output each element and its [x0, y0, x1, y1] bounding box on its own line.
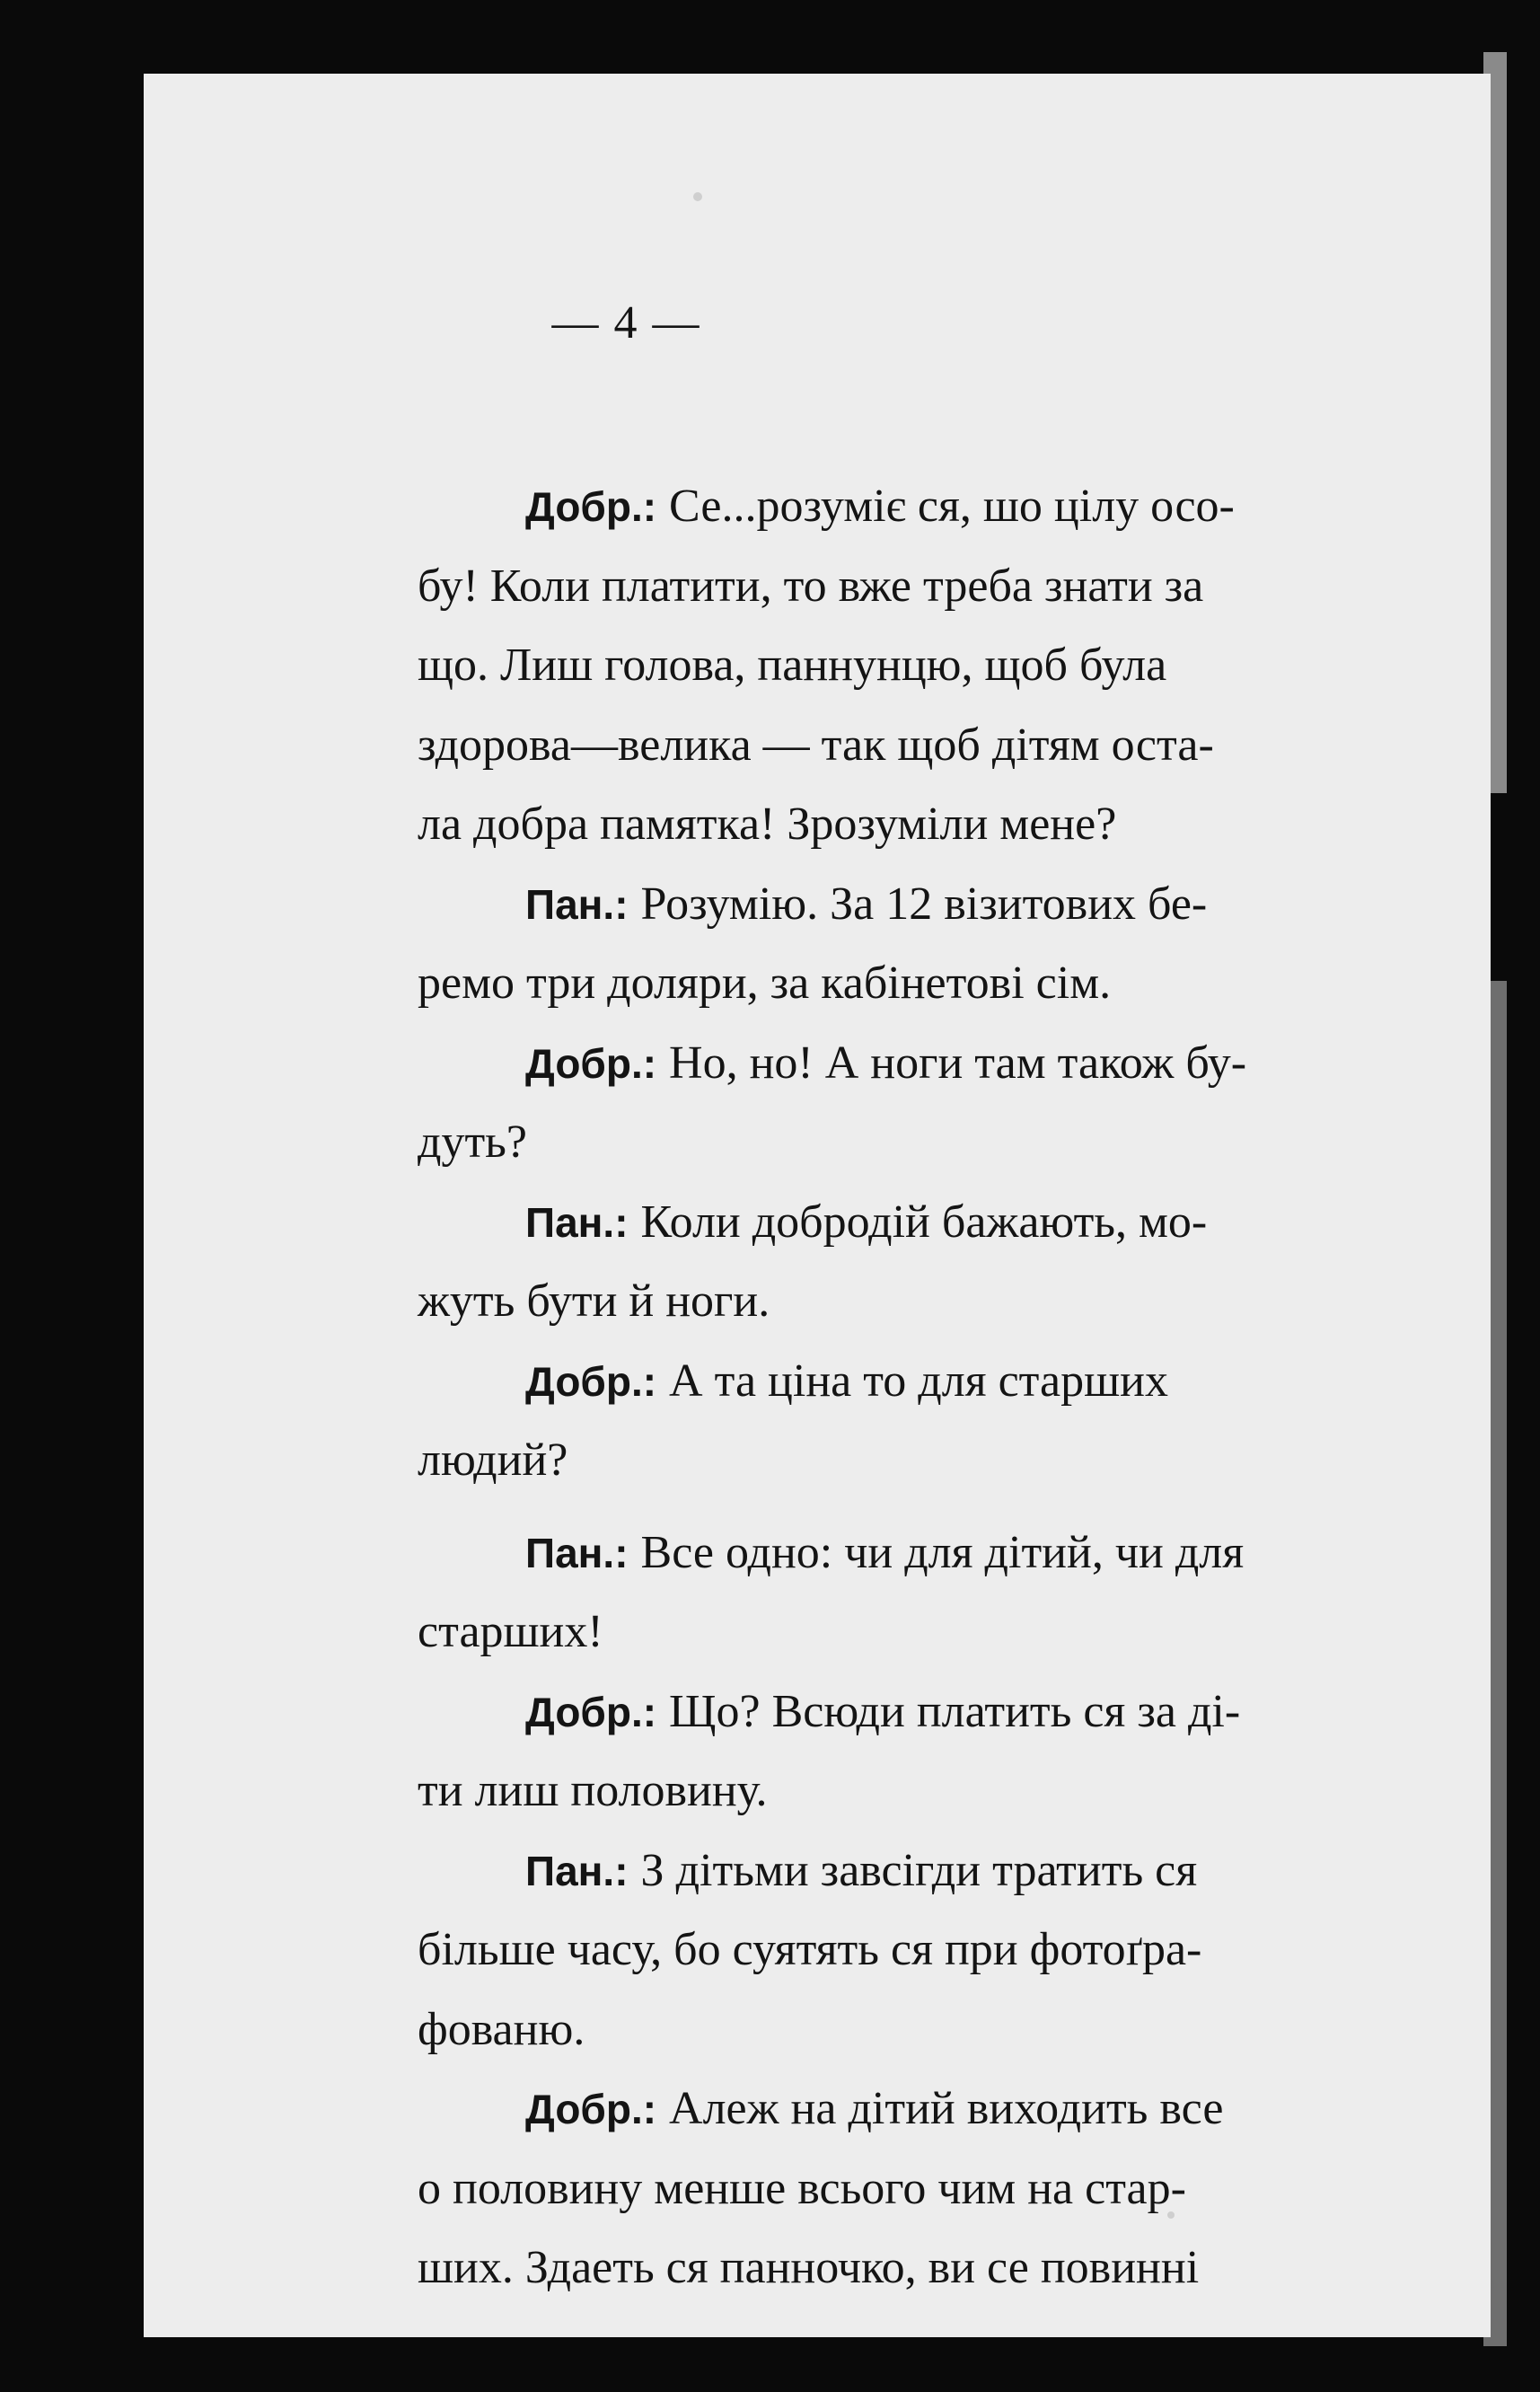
text-line [418, 1514, 1419, 1593]
text-line [418, 865, 1419, 945]
text-line [418, 785, 1419, 865]
speech-text: Коли добродій бажають, мо- [640, 1196, 1208, 1248]
text-line [418, 944, 1419, 1024]
page-number: — 4 — [551, 297, 701, 349]
speech-text: ти лиш половину. [418, 1765, 768, 1816]
speaker-label: Добр.: [525, 1039, 657, 1087]
speech-text: Алеж на дітий виходить все [669, 2083, 1224, 2134]
text-line [418, 1593, 1419, 1673]
speech-text: фованю. [418, 2003, 585, 2055]
text-line [418, 1421, 1419, 1501]
speech-text: дуть? [418, 1117, 527, 1168]
text-line [418, 626, 1419, 706]
speaker-label: Пан.: [525, 880, 629, 928]
speech-text: що. Лиш голова, паннунцю, щоб була [418, 640, 1167, 691]
speech-text: Все одно: чи для дітий, чи для [640, 1526, 1245, 1578]
text-line [418, 1342, 1419, 1422]
speech-text: Що? Всюди платить ся за ді- [669, 1685, 1241, 1737]
text-line [418, 467, 1419, 547]
speech-text: здорова—велика — так щоб дітям оста- [418, 719, 1214, 771]
text-line [418, 2229, 1419, 2308]
text-line [418, 2149, 1419, 2229]
speech-text: Розумію. За 12 візитових бе- [640, 878, 1208, 930]
speech-text: старших! [418, 1606, 603, 1657]
speaker-label: Пан.: [525, 1529, 629, 1576]
text-line [418, 1673, 1419, 1752]
dust-speck [693, 192, 702, 201]
speaker-label: Добр.: [525, 1357, 657, 1405]
text-line [418, 1911, 1419, 1990]
text-line [418, 1262, 1419, 1342]
text-line [418, 706, 1419, 786]
text-line [418, 1024, 1419, 1104]
speech-text: більше часу, бо суятять ся при фотоґра- [418, 1924, 1202, 1975]
speaker-label: Пан.: [525, 1198, 629, 1246]
speech-text: Но, но! А ноги там також бу- [669, 1037, 1247, 1089]
dialogue-text [418, 467, 1419, 2308]
speech-text: о половину менше всього чим на стар- [418, 2162, 1186, 2214]
speech-text: ла добра памятка! Зрозуміли мене? [418, 799, 1117, 850]
speaker-label: Добр.: [525, 1688, 657, 1735]
text-line [418, 547, 1419, 627]
text-line [418, 1832, 1419, 1911]
speaker-label: Добр.: [525, 483, 657, 530]
text-line [418, 1990, 1419, 2070]
spacer [418, 1501, 1419, 1514]
speech-text: Се...розуміє ся, шо цілу осо- [669, 481, 1235, 532]
speech-text: ших. Здаеть ся панночко, ви се повинні [418, 2242, 1200, 2293]
text-line [418, 1752, 1419, 1832]
speech-text: бу! Коли платити, то вже треба знати за [418, 560, 1204, 612]
speaker-label: Добр.: [525, 2086, 657, 2132]
speech-text: жуть бути й ноги. [418, 1275, 770, 1327]
speaker-label: Пан.: [525, 1847, 629, 1894]
text-line [418, 2070, 1419, 2149]
text-line [418, 1183, 1419, 1263]
speech-text: людий? [418, 1434, 568, 1486]
speech-text: З дітьми завсігди тратить ся [640, 1844, 1198, 1896]
text-line [418, 1103, 1419, 1183]
speech-text: ремо три доляри, за кабінетові сім. [418, 958, 1112, 1009]
speech-text: А та ціна то для старших [669, 1355, 1168, 1407]
